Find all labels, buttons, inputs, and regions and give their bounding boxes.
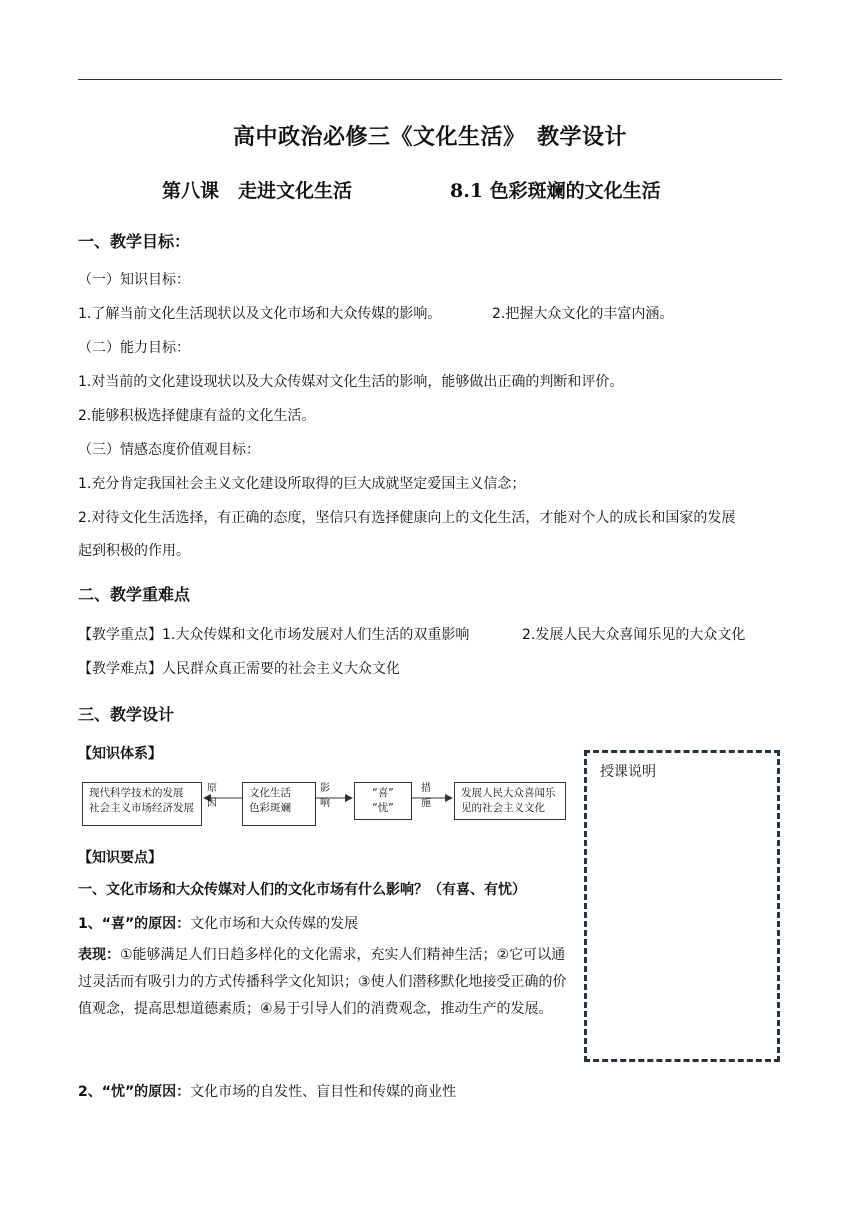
- section-title: 8.1 色彩斑斓的文化生活: [450, 180, 661, 202]
- performance-label: 表现：: [78, 947, 120, 963]
- emotion-goal-2a: 2.对待文化生活选择，有正确的态度，坚信只有选择健康向上的文化生活，才能对个人的成长和国家的发展: [78, 510, 736, 526]
- performance-text: ①能够满足人们日趋多样化的文化需求，充实人们精神生活；②它可以通过灵活而有吸引力的方式传播科学文化知识；③使人们潜移默化地接受正确的价值观念，提高思想道德素质；④易于引导人们的消费观念，推动生产的发展。: [78, 947, 567, 1017]
- emotion-goal-title: （三）情感态度价值观目标：: [78, 442, 260, 458]
- box-culture-line1: 文化生活: [249, 787, 291, 799]
- knowledge-goal-1: 1.了解当前文化生活现状以及文化市场和大众传媒的影响。: [78, 306, 442, 322]
- box-measures-line1: 发展人民大众喜闻乐: [461, 787, 556, 799]
- worry-label: 2、“忧”的原因：: [78, 1084, 191, 1100]
- worry-line: [78, 1081, 456, 1103]
- box-causes-line2: 社会主义市场经济发展: [89, 802, 194, 814]
- box-joy-line: “喜”: [372, 787, 394, 799]
- emotion-goal-1: 1.充分肯定我国社会主义文化建设所取得的巨大成就坚定爱国主义信念；: [78, 476, 526, 492]
- emotion-goal-2b: 起到积极的作用。: [78, 543, 190, 559]
- difficult-point-1: 人民群众真正需要的社会主义大众文化: [162, 661, 400, 677]
- heading-design: 三、教学设计: [78, 705, 175, 724]
- question-1: 一、文化市场和大众传媒对人们的文化市场有什么影响？（有喜、有忧）: [78, 882, 526, 898]
- difficult-points-line: [78, 658, 400, 680]
- page-title: 高中政治必修三《文化生活》 教学设计: [232, 125, 627, 150]
- teaching-notes-label: 授课说明: [600, 764, 656, 780]
- box-culture-line2: 色彩斑斓: [249, 802, 291, 814]
- joy-label: 1、“喜”的原因：: [78, 916, 191, 932]
- box-worry-line: “忧”: [372, 802, 394, 814]
- ability-goal-2: 2.能够积极选择健康有益的文化生活。: [78, 408, 316, 424]
- knowledge-system-label: 【知识体系】: [78, 746, 162, 762]
- knowledge-goal-title: （一）知识目标：: [78, 272, 190, 288]
- difficult-label: 【教学难点】: [78, 661, 162, 677]
- knowledge-goal-2: 2.把握大众文化的丰富内涵。: [492, 306, 674, 322]
- key-point-1: 1.大众传媒和文化市场发展对人们生活的双重影响: [162, 627, 470, 643]
- heading-objectives: 一、教学目标：: [78, 232, 191, 251]
- box-measures-line2: 见的社会主义文化: [461, 802, 545, 814]
- worry-text: 文化市场的自发性、盲目性和传媒的商业性: [190, 1084, 457, 1100]
- ability-goal-title: （二）能力目标：: [78, 340, 190, 356]
- key-label: 【教学重点】: [78, 627, 162, 643]
- key-points-line: [78, 624, 469, 646]
- performance-paragraph: [78, 942, 572, 1023]
- arrow-label-influence: 影响: [320, 783, 330, 809]
- ability-goal-1: 1.对当前的文化建设现状以及大众传媒对文化生活的影响，能够做出正确的判断和评价。: [78, 374, 624, 390]
- joy-line: [78, 913, 358, 935]
- teaching-notes-panel: [584, 750, 780, 1062]
- arrow-label-causes: 原因: [207, 783, 217, 809]
- joy-text: 文化市场和大众传媒的发展: [190, 916, 359, 932]
- heading-key-difficult: 二、教学重难点: [78, 585, 191, 604]
- box-causes-line1: 现代科学技术的发展: [89, 787, 184, 799]
- lesson-title: 第八课 走进文化生活: [162, 180, 353, 202]
- header-rule: [78, 79, 782, 80]
- arrow-label-measures: 措施: [421, 783, 431, 809]
- key-point-2: 2.发展人民大众喜闻乐见的大众文化: [522, 627, 746, 643]
- knowledge-points-label: 【知识要点】: [78, 850, 162, 866]
